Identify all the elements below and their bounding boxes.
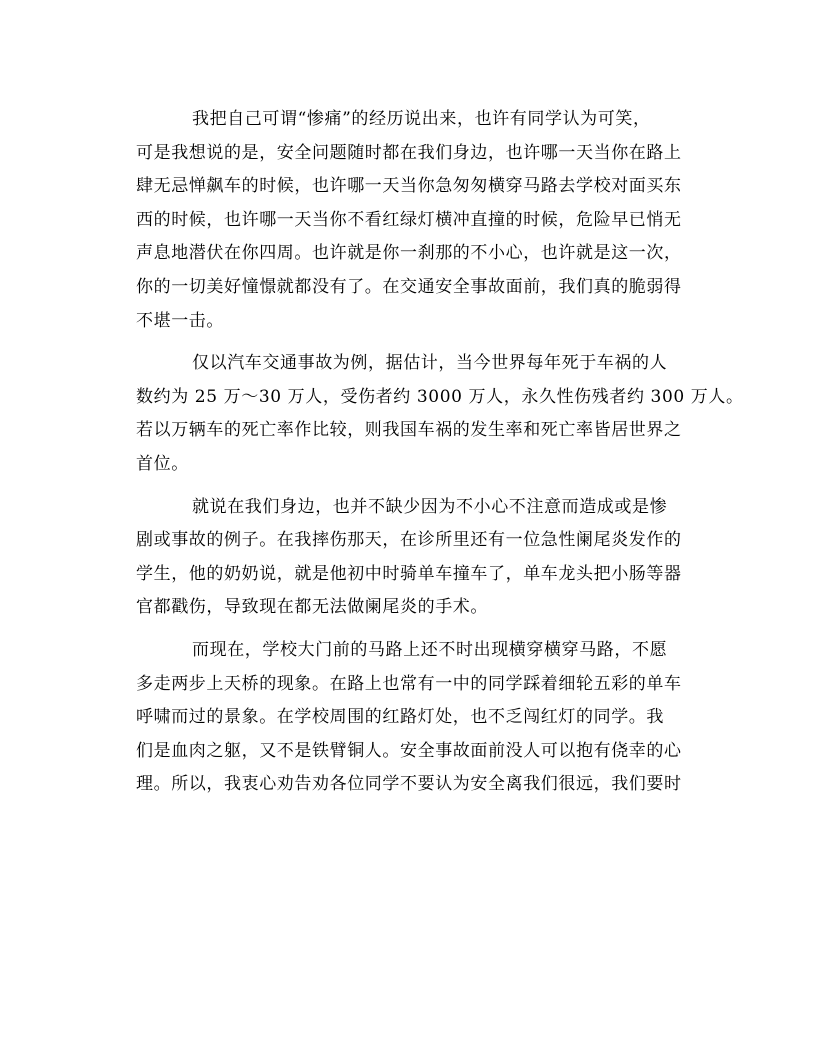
text-line: 声息地潜伏在你四周。也许就是你一刹那的不小心，也许就是这一次， <box>136 243 682 264</box>
text-line: 肆无忌惮飙车的时候，也许哪一天当你急匆匆横穿马路去学校对面买东 <box>136 176 682 197</box>
text-line: 们是血肉之躯，又不是铁臂铜人。安全事故面前没人可以抱有侥幸的心 <box>136 740 682 761</box>
text-line: 多走两步上天桥的现象。在路上也常有一中的同学踩着细轮五彩的单车 <box>136 673 682 694</box>
text-line: 数约为 25 万～30 万人，受伤者约 3000 万人，永久性伤残者约 300 万人。 <box>136 386 744 407</box>
document-body <box>136 103 744 802</box>
paragraph-1 <box>136 103 680 338</box>
text-line: 若以万辆车的死亡率作比较，则我国车祸的发生率和死亡率皆居世界之 <box>136 420 682 441</box>
text-line: 理。所以，我衷心劝告劝各位同学不要认为安全离我们很远，我们要时 <box>136 774 682 795</box>
text-line: 仅以汽车交通事故为例，据估计，当今世界每年死于车祸的人 <box>192 353 668 374</box>
text-line: 学生，他的奶奶说，就是他初中时骑单车撞车了，单车龙头把小肠等器 <box>136 563 682 584</box>
text-line: 首位。 <box>136 453 189 474</box>
paragraph-4 <box>136 634 680 802</box>
text-line: 你的一切美好憧憬就都没有了。在交通安全事故面前，我们真的脆弱得 <box>136 276 682 297</box>
text-line: 而现在，学校大门前的马路上还不时出现横穿横穿马路，不愿 <box>192 639 668 660</box>
text-line: 我把自己可谓“惨痛”的经历说出来，也许有同学认为可笑， <box>192 109 651 129</box>
paragraph-3 <box>136 491 680 625</box>
paragraph-gap <box>136 625 680 634</box>
text-line: 不堪一击。 <box>136 310 224 331</box>
text-line: 就说在我们身边，也并不缺少因为不小心不注意而造成或是惨 <box>192 496 668 517</box>
text-line: 呼啸而过的景象。在学校周围的红路灯处，也不乏闯红灯的同学。我 <box>136 707 664 728</box>
paragraph-gap <box>136 338 680 347</box>
text-line: 剧或事故的例子。在我摔伤那天，在诊所里还有一位急性阑尾炎发作的 <box>136 530 682 551</box>
text-line: 可是我想说的是，安全问题随时都在我们身边，也许哪一天当你在路上 <box>136 142 682 163</box>
paragraph-2 <box>136 347 744 481</box>
paragraph-gap <box>136 482 680 491</box>
text-line: 官都戳伤，导致现在都无法做阑尾炎的手术。 <box>136 597 488 618</box>
text-line: 西的时候，也许哪一天当你不看红绿灯横冲直撞的时候，危险早已悄无 <box>136 209 682 230</box>
